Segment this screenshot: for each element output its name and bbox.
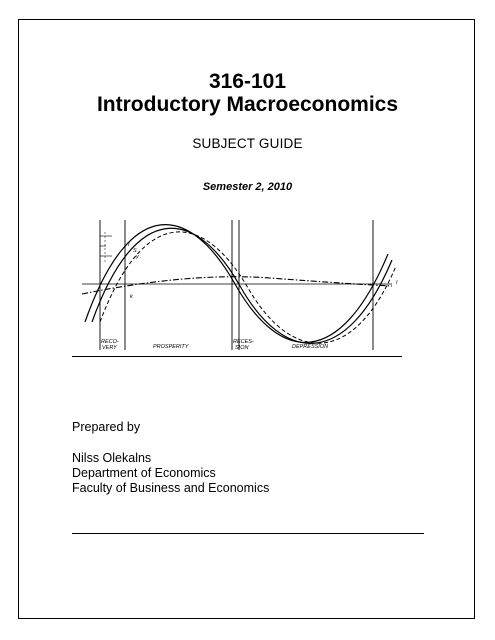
bottom-rule <box>72 533 424 534</box>
phase-label-recession: SION <box>235 345 249 351</box>
phase-label-recovery: RECO- <box>101 339 119 345</box>
cycle-curve <box>92 228 392 343</box>
divider-rule <box>72 356 402 357</box>
svg-text:I: I <box>128 242 130 248</box>
svg-text:I: I <box>396 280 398 286</box>
phase-label-depression: DEPRESSION <box>292 344 329 350</box>
course-title: Introductory Macroeconomics <box>96 93 399 116</box>
department: Department of Economics <box>72 466 216 480</box>
business-cycle-diagram <box>70 214 400 354</box>
phase-label-recession: RECES- <box>233 339 254 345</box>
phase-label-prosperity: PROSPERITY <box>153 344 189 350</box>
svg-text:k: k <box>130 294 133 300</box>
author-name: Nilss Olekalns <box>72 451 152 465</box>
phase-label-recovery: VERY <box>102 345 117 351</box>
prepared-by-label: Prepared by <box>72 420 141 434</box>
course-code: 316-101 <box>208 70 287 93</box>
subtitle: SUBJECT GUIDE <box>192 136 303 151</box>
svg-text:S: S <box>133 248 137 254</box>
semester: Semester 2, 2010 <box>202 181 293 193</box>
faculty: Faculty of Business and Economics <box>72 481 270 495</box>
svg-text:y: y <box>136 254 139 260</box>
cycle-curve-dashed <box>100 232 396 343</box>
trend-line <box>82 277 392 294</box>
